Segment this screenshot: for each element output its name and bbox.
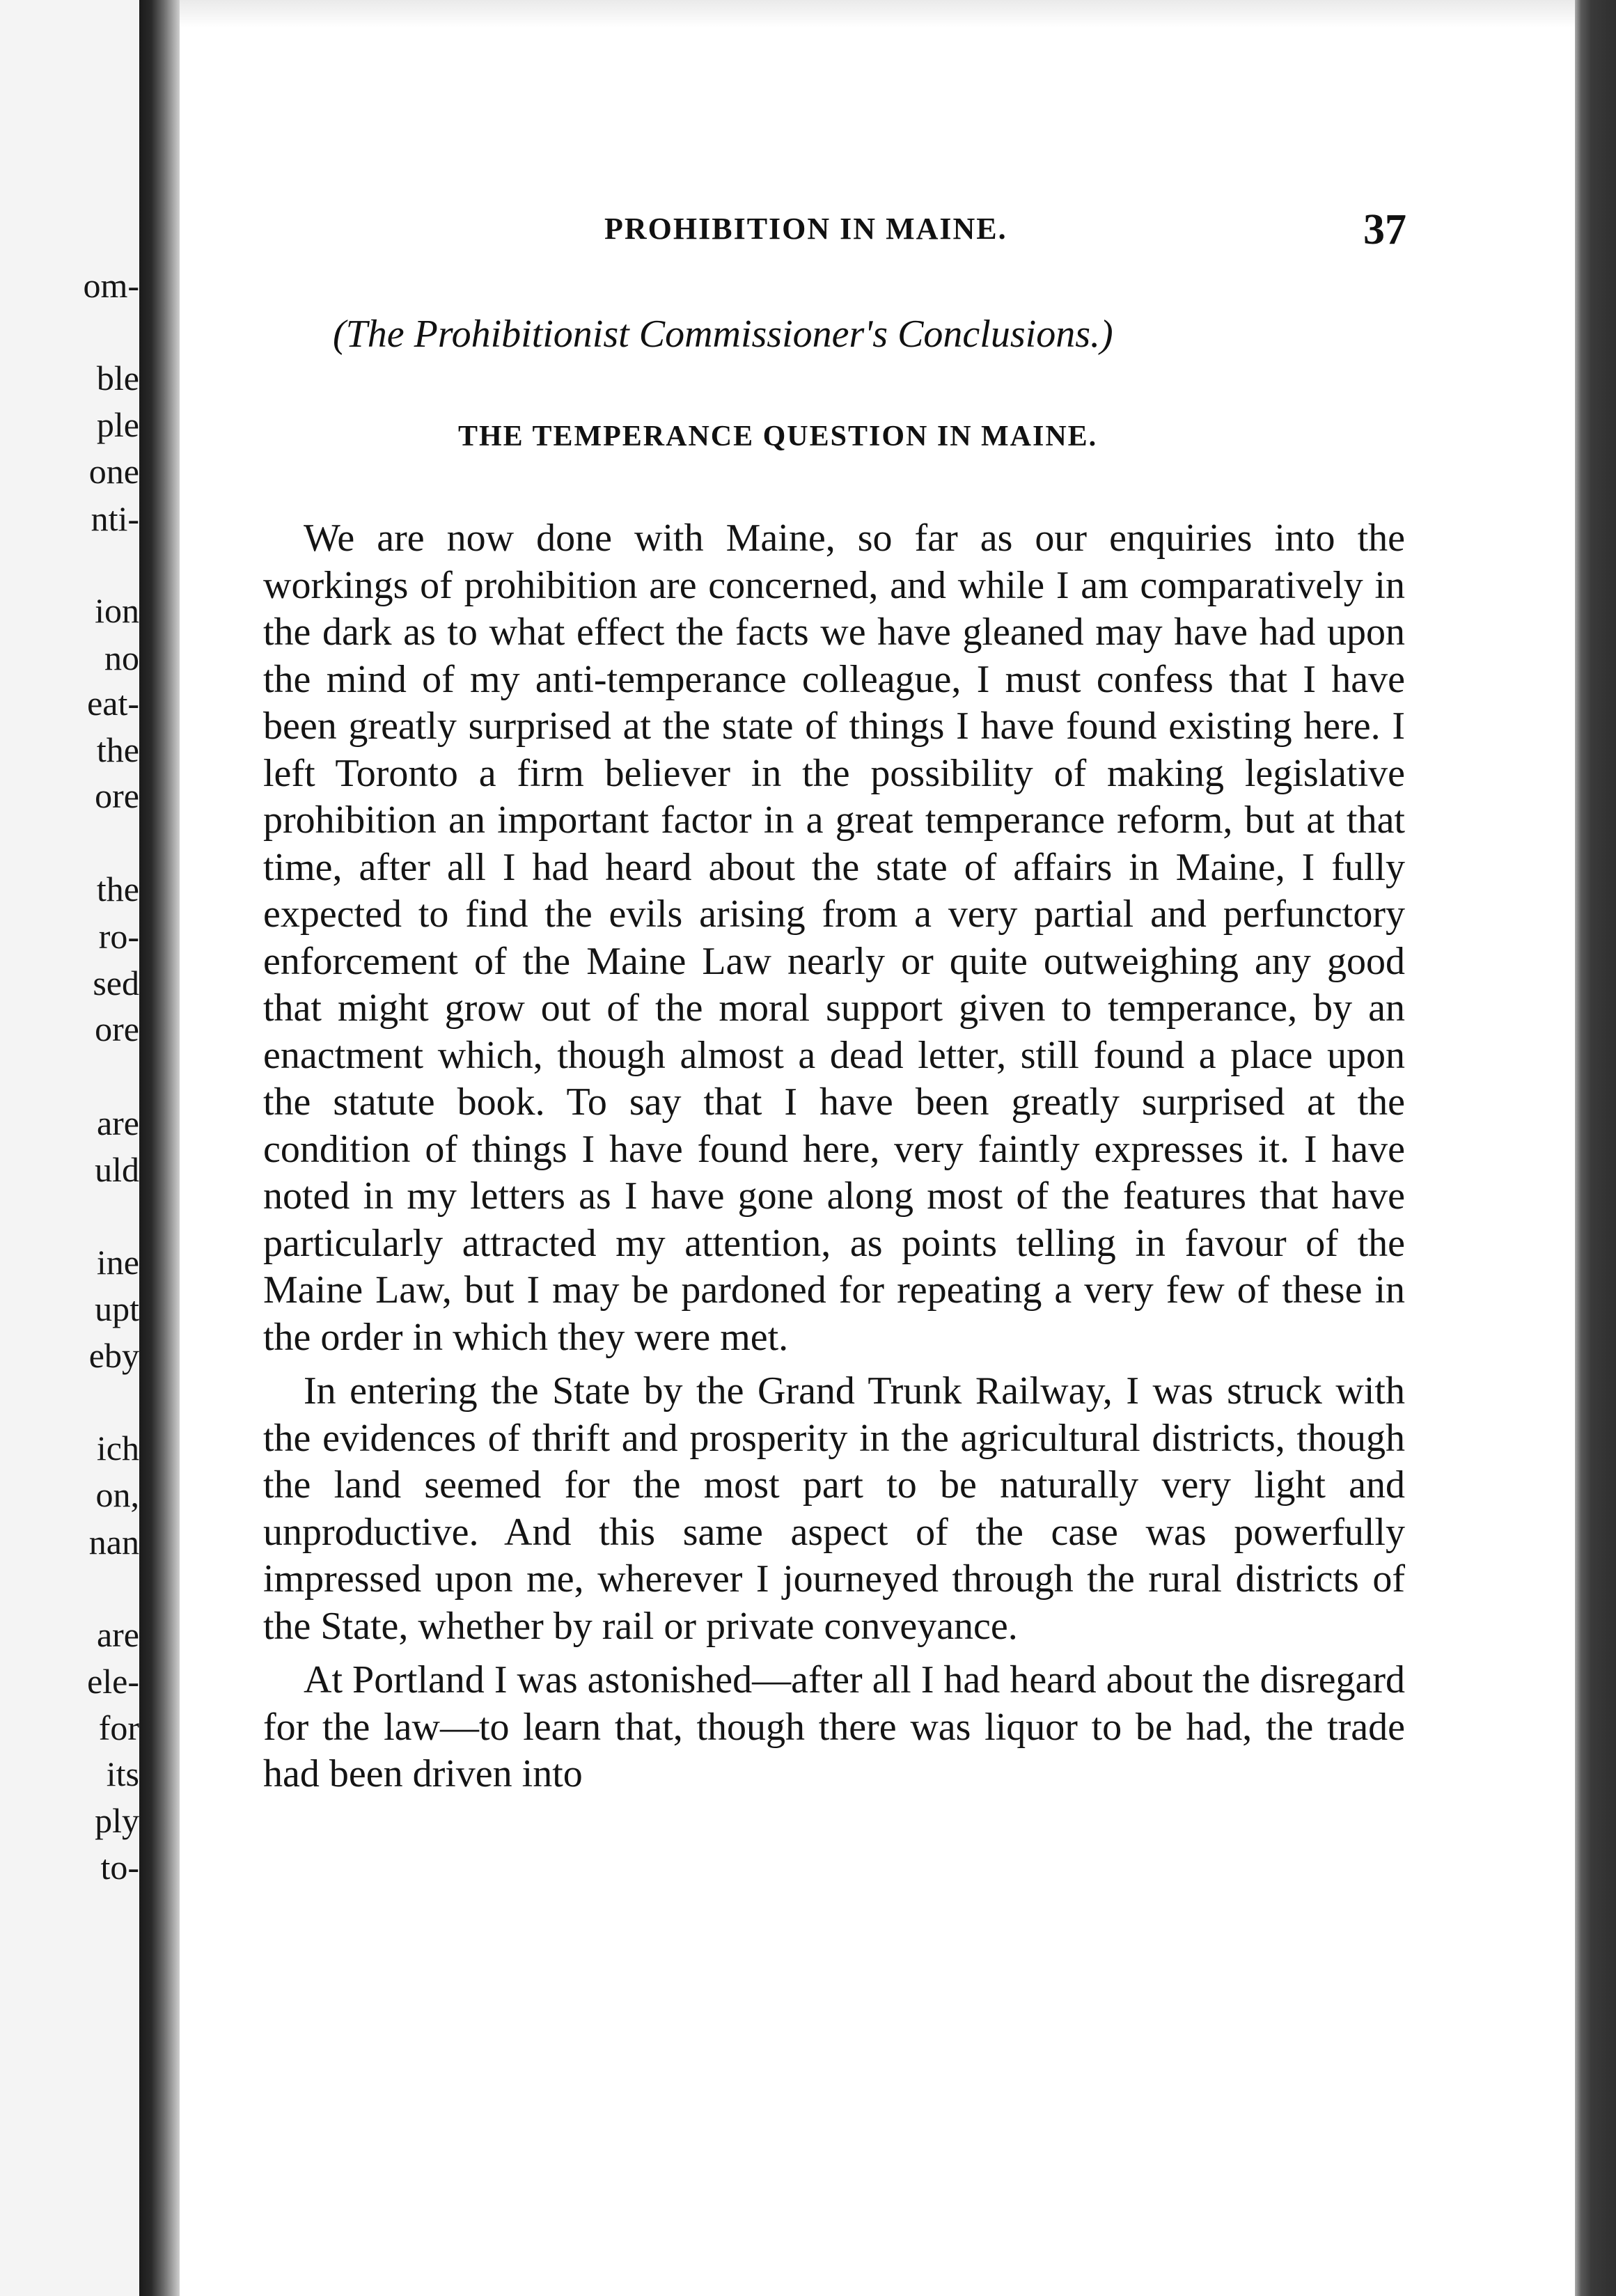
facing-page-strip <box>0 0 139 2296</box>
facing-page-fragment: ine <box>96 1243 139 1282</box>
body-text <box>263 515 1405 1798</box>
subheading: (The Prohibitionist Commissioner's Conclusions.) <box>333 313 1113 356</box>
facing-page-fragment: eat- <box>87 684 139 723</box>
facing-page-fragment: ore <box>95 776 139 815</box>
facing-page-fragment: eby <box>88 1336 139 1375</box>
page-top-shade <box>180 0 1575 28</box>
book-gutter <box>139 0 180 2296</box>
facing-page-fragment: are <box>96 1615 139 1654</box>
facing-page-fragment: upt <box>95 1289 139 1328</box>
facing-page-fragment: its <box>106 1754 139 1793</box>
facing-page-fragment: the <box>96 730 139 769</box>
facing-page-fragment: uld <box>95 1150 139 1189</box>
running-title: PROHIBITION IN MAINE. <box>604 212 1007 246</box>
page-number: 37 <box>1363 206 1406 253</box>
facing-page-fragment: ple <box>96 405 139 444</box>
facing-page-fragment: ply <box>95 1801 139 1840</box>
facing-page-fragment: no <box>104 638 139 677</box>
facing-page-fragment: nan <box>88 1523 139 1562</box>
facing-page-fragment: ro- <box>98 917 139 956</box>
facing-page-fragment: one <box>88 452 139 491</box>
facing-page-fragment: are <box>96 1103 139 1142</box>
facing-page-fragment: to- <box>100 1848 139 1887</box>
facing-page-fragment: ble <box>96 359 139 398</box>
facing-page-fragment: for <box>98 1708 139 1747</box>
facing-page-fragment: om- <box>83 266 139 305</box>
facing-page-fragment: ion <box>95 591 139 630</box>
facing-page-fragment: nti- <box>91 499 139 538</box>
paragraph: We are now done with Maine, so far as our enquiries into the workings of prohibition are concerned, and while I am comparatively in the dark as to what effect the facts we have gleaned may have had upon the mind of my anti-temperance colleague, I must confess that I have been greatly surprised at the state of things I have found existing here. I left Toronto a firm believer in the possibility of making legislative prohibition an important factor in a great temperance reform, but at that time, after all I had heard about the state of affairs in Maine, I fully expected to find the evils arising from a very partial and perfunctory enforcement of the Maine Law nearly or quite outweighing any good that might grow out of the moral support given to temperance, by an enactment which, though almost a dead letter, still found a place upon the statute book. To say that I have been greatly surprised at the condition of things I have found here, very faintly expresses it. I have noted in my letters as I have gone along most of the features that have particularly attracted my attention, as points telling in favour of the Maine Law, but I may be pardoned for repeating a very few of these in the order in which they were met. <box>263 517 1405 1359</box>
paragraph: At Portland I was astonished—after all I had heard about the disregard for the law—to learn that, though there was liquor to be had, the trade had been driven into <box>263 1658 1405 1795</box>
book-right-edge <box>1575 0 1616 2296</box>
running-head <box>180 205 1575 254</box>
facing-page-fragment: ore <box>95 1009 139 1048</box>
paragraph: In entering the State by the Grand Trunk Railway, I was struck with the evidences of thrift and prosperity in the agricultural districts, though the land seemed for the most part to be naturally very light and unproductive. And this same aspect of the case was powerfully impressed upon me, wherever I journeyed through the rural districts of the State, whether by rail or private conveyance. <box>263 1369 1405 1648</box>
facing-page-fragment: on, <box>95 1475 139 1514</box>
facing-page-fragment: ele- <box>87 1662 139 1701</box>
facing-page-fragment: sed <box>93 964 139 1002</box>
facing-page-fragment: the <box>96 870 139 909</box>
book-page <box>180 28 1575 2296</box>
section-heading: THE TEMPERANCE QUESTION IN MAINE. <box>458 420 1098 453</box>
facing-page-fragment: ich <box>96 1429 139 1468</box>
